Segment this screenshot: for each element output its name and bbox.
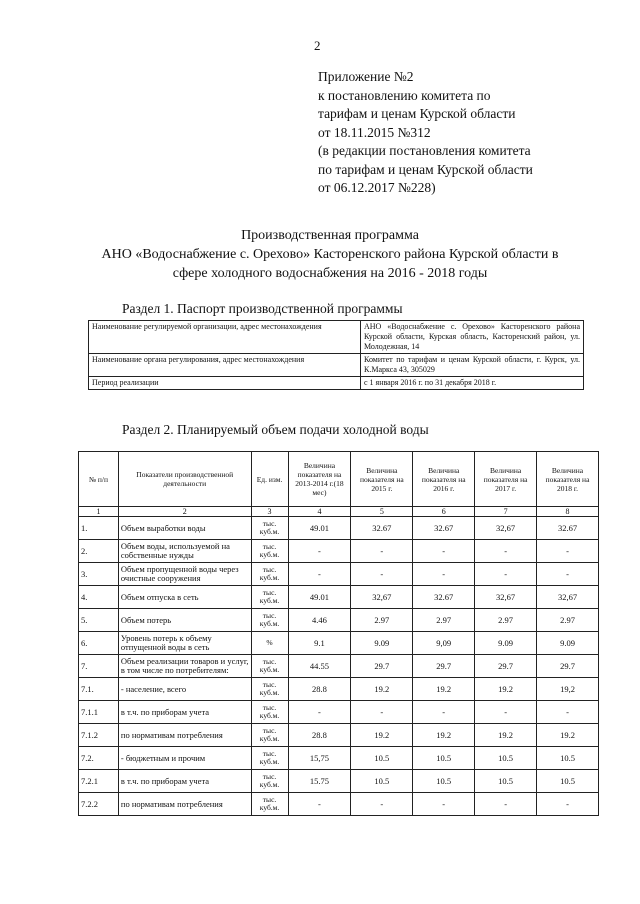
value-2013-2014: - <box>288 793 351 816</box>
value-2016: 2.97 <box>413 609 475 632</box>
row-number: 7.2. <box>79 747 119 770</box>
row-indicator: по нормативам потребления <box>118 724 251 747</box>
table-row <box>79 770 599 793</box>
row-number: 6. <box>79 632 119 655</box>
row-indicator: Объем потерь <box>118 609 251 632</box>
table-row <box>79 517 599 540</box>
column-header: Показатели производственной деятельности <box>118 452 251 507</box>
value-2015: 9.09 <box>351 632 413 655</box>
row-indicator: Объем отпуска в сеть <box>118 586 251 609</box>
appendix-header <box>318 68 533 198</box>
row-indicator: - население, всего <box>118 678 251 701</box>
value-2018: 10.5 <box>537 770 599 793</box>
column-index: 3 <box>251 507 288 517</box>
value-2013-2014: - <box>288 701 351 724</box>
row-unit: тыс. куб.м. <box>251 517 288 540</box>
column-header: Величина показателя на 2018 г. <box>537 452 599 507</box>
column-index: 2 <box>118 507 251 517</box>
value-2015: - <box>351 563 413 586</box>
row-unit: тыс. куб.м. <box>251 747 288 770</box>
row-unit: тыс. куб.м. <box>251 609 288 632</box>
value-2015: 32.67 <box>351 517 413 540</box>
value-2016: 19.2 <box>413 724 475 747</box>
passport-key: Наименование регулируемой организации, адрес местонахождения <box>89 321 361 354</box>
table-row <box>79 724 599 747</box>
passport-value: с 1 января 2016 г. по 31 декабря 2018 г. <box>361 377 584 390</box>
table-row <box>79 655 599 678</box>
value-2017: 19.2 <box>475 678 537 701</box>
row-number: 7.1.1 <box>79 701 119 724</box>
passport-row <box>89 354 584 377</box>
value-2017: - <box>475 701 537 724</box>
value-2017: - <box>475 540 537 563</box>
value-2017: 32,67 <box>475 586 537 609</box>
table-row <box>79 563 599 586</box>
column-header: Величина показателя на 2015 г. <box>351 452 413 507</box>
value-2016: - <box>413 701 475 724</box>
row-number: 2. <box>79 540 119 563</box>
row-unit: тыс. куб.м. <box>251 701 288 724</box>
row-unit: тыс. куб.м. <box>251 563 288 586</box>
row-number: 4. <box>79 586 119 609</box>
column-index: 6 <box>413 507 475 517</box>
column-index-row <box>79 507 599 517</box>
value-2016: - <box>413 793 475 816</box>
value-2013-2014: 28.8 <box>288 724 351 747</box>
document-title <box>60 226 600 283</box>
passport-row <box>89 321 584 354</box>
column-index: 7 <box>475 507 537 517</box>
row-unit: тыс. куб.м. <box>251 770 288 793</box>
table-row <box>79 540 599 563</box>
water-volume-table <box>78 451 599 816</box>
passport-key: Период реализации <box>89 377 361 390</box>
value-2018: 19.2 <box>537 724 599 747</box>
table-row <box>79 793 599 816</box>
value-2018: 29.7 <box>537 655 599 678</box>
passport-value: АНО «Водоснабжение с. Орехово» Касторенского района Курской области, Курская область, Касторенский район, ул. Молодежная, 14 <box>361 321 584 354</box>
value-2016: - <box>413 540 475 563</box>
appendix-line: тарифам и ценам Курской области <box>318 106 516 121</box>
column-index: 4 <box>288 507 351 517</box>
value-2013-2014: 9.1 <box>288 632 351 655</box>
value-2017: - <box>475 563 537 586</box>
table-row <box>79 747 599 770</box>
table-row <box>79 678 599 701</box>
appendix-line: от 18.11.2015 №312 <box>318 124 431 140</box>
row-indicator: по нормативам потребления <box>118 793 251 816</box>
value-2016: 9,09 <box>413 632 475 655</box>
value-2016: 10.5 <box>413 747 475 770</box>
row-number: 7.1. <box>79 678 119 701</box>
table-row <box>79 632 599 655</box>
passport-key: Наименование органа регулирования, адрес местонахождения <box>89 354 361 377</box>
value-2016: 32.67 <box>413 586 475 609</box>
row-unit: тыс. куб.м. <box>251 540 288 563</box>
column-header: № п/п <box>79 452 119 507</box>
value-2013-2014: 15.75 <box>288 770 351 793</box>
value-2017: 19.2 <box>475 724 537 747</box>
appendix-line: от 06.12.2017 №228) <box>318 180 436 195</box>
value-2018: 32.67 <box>537 517 599 540</box>
value-2018: 19,2 <box>537 678 599 701</box>
column-header: Величина показателя на 2017 г. <box>475 452 537 507</box>
value-2017: 10.5 <box>475 770 537 793</box>
value-2015: 32,67 <box>351 586 413 609</box>
row-indicator: Объем воды, используемой на собственные нужды <box>118 540 251 563</box>
passport-row <box>89 377 584 390</box>
value-2013-2014: 44.55 <box>288 655 351 678</box>
value-2015: 29.7 <box>351 655 413 678</box>
value-2015: 19.2 <box>351 724 413 747</box>
row-unit: тыс. куб.м. <box>251 678 288 701</box>
value-2013-2014: 49.01 <box>288 586 351 609</box>
value-2018: - <box>537 701 599 724</box>
column-index: 8 <box>537 507 599 517</box>
value-2018: - <box>537 563 599 586</box>
value-2013-2014: 4.46 <box>288 609 351 632</box>
row-indicator: Уровень потерь к объему отпущенной воды в сеть <box>118 632 251 655</box>
row-unit: тыс. куб.м. <box>251 793 288 816</box>
appendix-line: Приложение №2 <box>318 69 414 84</box>
value-2015: - <box>351 701 413 724</box>
value-2013-2014: - <box>288 540 351 563</box>
row-indicator: Объем выработки воды <box>118 517 251 540</box>
row-unit: тыс. куб.м. <box>251 586 288 609</box>
value-2015: - <box>351 540 413 563</box>
value-2018: 2.97 <box>537 609 599 632</box>
table-row <box>79 609 599 632</box>
value-2017: 10.5 <box>475 747 537 770</box>
row-number: 1. <box>79 517 119 540</box>
value-2017: 9.09 <box>475 632 537 655</box>
value-2018: 32,67 <box>537 586 599 609</box>
page-number: 2 <box>314 38 321 53</box>
value-2013-2014: 15,75 <box>288 747 351 770</box>
value-2013-2014: 28.8 <box>288 678 351 701</box>
row-indicator: в т.ч. по приборам учета <box>118 770 251 793</box>
row-number: 7.2.2 <box>79 793 119 816</box>
row-unit: % <box>251 632 288 655</box>
title-line: сфере холодного водоснабжения на 2016 - 2018 годы <box>172 266 488 281</box>
value-2017: 2.97 <box>475 609 537 632</box>
value-2016: 10.5 <box>413 770 475 793</box>
appendix-line: по тарифам и ценам Курской области <box>318 161 533 177</box>
row-indicator: в т.ч. по приборам учета <box>118 701 251 724</box>
table-header-row <box>79 452 599 507</box>
value-2016: - <box>413 563 475 586</box>
row-indicator: Объем пропущенной воды через очистные сооружения <box>118 563 251 586</box>
row-unit: тыс. куб.м. <box>251 724 288 747</box>
row-number: 7. <box>79 655 119 678</box>
column-header: Величина показателя на 2013-2014 г.(18 мес) <box>288 452 351 507</box>
title-line: АНО «Водоснабжение с. Орехово» Касторенского района Курской области в <box>101 247 559 262</box>
value-2013-2014: 49.01 <box>288 517 351 540</box>
section1-heading: Раздел 1. Паспорт производственной программы <box>122 301 403 316</box>
value-2015: 19.2 <box>351 678 413 701</box>
passport-value: Комитет по тарифам и ценам Курской области, г. Курск, ул. К.Маркса 43, 305029 <box>361 354 584 377</box>
row-number: 7.1.2 <box>79 724 119 747</box>
column-header: Ед. изм. <box>251 452 288 507</box>
value-2015: 2.97 <box>351 609 413 632</box>
title-line: Производственная программа <box>241 228 419 243</box>
value-2013-2014: - <box>288 563 351 586</box>
section2-heading: Раздел 2. Планируемый объем подачи холодной воды <box>122 422 429 437</box>
value-2016: 19.2 <box>413 678 475 701</box>
column-header: Величина показателя на 2016 г. <box>413 452 475 507</box>
row-number: 3. <box>79 563 119 586</box>
row-indicator: - бюджетным и прочим <box>118 747 251 770</box>
value-2018: - <box>537 793 599 816</box>
value-2018: - <box>537 540 599 563</box>
row-number: 7.2.1 <box>79 770 119 793</box>
value-2016: 29.7 <box>413 655 475 678</box>
table-row <box>79 586 599 609</box>
table-row <box>79 701 599 724</box>
appendix-line: (в редакции постановления комитета <box>318 143 531 158</box>
value-2017: 29.7 <box>475 655 537 678</box>
row-unit: тыс. куб.м. <box>251 655 288 678</box>
column-index: 5 <box>351 507 413 517</box>
appendix-line: к постановлению комитета по <box>318 87 491 103</box>
value-2016: 32.67 <box>413 517 475 540</box>
column-index: 1 <box>79 507 119 517</box>
row-indicator: Объем реализации товаров и услуг, в том числе по потребителям: <box>118 655 251 678</box>
value-2015: 10.5 <box>351 770 413 793</box>
value-2018: 9.09 <box>537 632 599 655</box>
value-2017: - <box>475 793 537 816</box>
value-2015: - <box>351 793 413 816</box>
passport-table <box>88 320 584 390</box>
value-2017: 32,67 <box>475 517 537 540</box>
value-2015: 10.5 <box>351 747 413 770</box>
value-2018: 10.5 <box>537 747 599 770</box>
row-number: 5. <box>79 609 119 632</box>
